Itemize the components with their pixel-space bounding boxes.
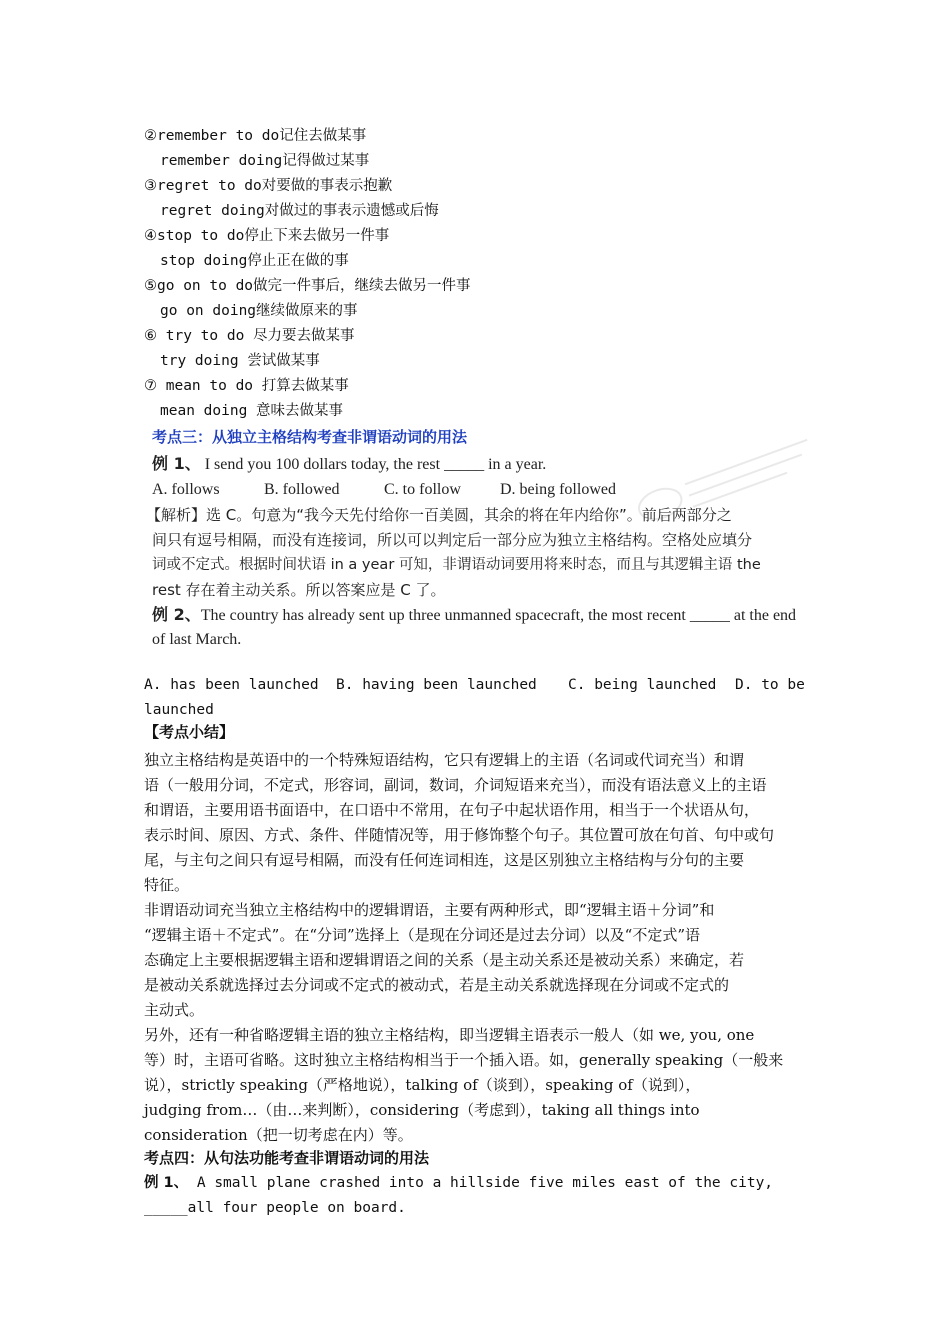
ex2-option-d-cont: launched — [144, 702, 214, 718]
text-line: 和谓语，主要用语书面语中，在口语中不常用，在句子中起状语作用，相当于一个状语从句， — [144, 801, 760, 819]
section4-example-1-cont: _____all four people on board. — [144, 1200, 406, 1216]
section-heading-4: 考点四：从句法功能考查非谓语动词的用法 — [144, 1149, 430, 1167]
text-line: 特征。 — [144, 876, 190, 894]
ex2-option-a: A. has been launched — [144, 677, 319, 693]
text-line: 尾，与主句之间只有逗号相隔，而没有任何连词相连，这是区别独立主格结构与分句的主要 — [144, 851, 745, 869]
option-b: B. followed — [264, 481, 340, 498]
list-item: remember doing记得做过某事 — [160, 153, 370, 169]
list-item: regret doing对做过的事表示遗憾或后悔 — [160, 203, 439, 219]
text-line: 独立主格结构是英语中的一个特殊短语结构，它只有逻辑上的主语（名词或代词充当）和谓 — [144, 751, 745, 769]
list-item: try doing 尝试做某事 — [160, 353, 320, 369]
option-d: D. being followed — [500, 481, 616, 498]
analysis-line: 间只有逗号相隔，而没有连接词，所以可以判定后一部分应为独立主格结构。空格处应填分 — [152, 531, 753, 549]
text-line: 态确定上主要根据逻辑主语和逻辑谓语之间的关系（是主动关系还是被动关系）来确定，若 — [144, 951, 745, 969]
list-item: ④stop to do停止下来去做另一件事 — [144, 228, 390, 244]
analysis-line: 词或不定式。根据时间状语 in a year 可知，非谓语动词要用将来时态，而且与其逻辑主语 the — [152, 557, 761, 573]
text-line: 表示时间、原因、方式、条件、伴随情况等，用于修饰整个句子。其位置可放在句首、句中或句 — [144, 826, 775, 844]
ex2-option-b: B. having been launched — [336, 677, 537, 693]
section-heading-3: 考点三：从独立主格结构考查非谓语动词的用法 — [152, 428, 468, 446]
list-item: ⑤go on to do做完一件事后，继续去做另一件事 — [144, 278, 471, 294]
list-item: ⑥ try to do 尽力要去做某事 — [144, 328, 355, 344]
text-line: 等）时，主语可省略。这时独立主格结构相当于一个插入语。如，generally speaking（一般来 — [144, 1051, 784, 1069]
option-c: C. to follow — [384, 481, 461, 498]
text-line: 语（一般用分词，不定式，形容词，副词，数词，介词短语来充当），而没有语法意义上的主语 — [144, 776, 767, 794]
summary-paragraph-1 — [144, 748, 806, 898]
text-line: 非谓语动词充当独立主格结构中的逻辑谓语，主要有两种形式，即“逻辑主语＋分词”和 — [144, 901, 715, 919]
analysis-line: rest 存在着主动关系。所以答案应是 C 了。 — [152, 581, 446, 599]
list-item: ⑦ mean to do 打算去做某事 — [144, 378, 349, 394]
analysis-line: 【解析】选 C。句意为“我今天先付给你一百美圆，其余的将在年内给你”。前后两部分之 — [146, 506, 732, 524]
option-a: A. follows — [152, 481, 220, 498]
list-item: ③regret to do对要做的事表示抱歉 — [144, 178, 393, 194]
list-item: go on doing继续做原来的事 — [160, 303, 358, 319]
example-2-cont: of last March. — [152, 631, 242, 648]
summary-heading: 【考点小结】 — [144, 723, 235, 741]
text-line: consideration（把一切考虑在内）等。 — [144, 1126, 413, 1144]
ex2-option-d: D. to be — [735, 677, 805, 693]
summary-paragraph-3 — [144, 1023, 806, 1148]
scanned-example-block — [146, 420, 826, 660]
text-line: 另外，还有一种省略逻辑主语的独立主格结构，即当逻辑主语表示一般人（如 we, you, one — [144, 1026, 755, 1044]
ex2-option-c: C. being launched — [568, 677, 717, 693]
text-line: 主动式。 — [144, 1001, 205, 1019]
section4-example-1: 例 1、 A small plane crashed into a hillside five miles east of the city, — [144, 1175, 774, 1191]
text-line: “逻辑主语＋不定式”。在“分词”选择上（是现在分词还是过去分词）以及“不定式”语 — [144, 926, 701, 944]
text-line: 是被动关系就选择过去分词或不定式的被动式，若是主动关系就选择现在分词或不定式的 — [144, 976, 730, 994]
summary-paragraph-2 — [144, 898, 806, 1023]
list-item: ②remember to do记住去做某事 — [144, 128, 367, 144]
text-line: 说），strictly speaking（严格地说），talking of（谈到），speaking of（说到）， — [144, 1076, 701, 1094]
example-1: 例 1、 I send you 100 dollars today, the rest _____ in a year. — [152, 454, 547, 473]
list-item: stop doing停止正在做的事 — [160, 253, 349, 269]
text-line: judging from…（由…来判断），considering（考虑到），taking all things into — [144, 1101, 700, 1119]
example-2: 例 2、The country has already sent up three unmanned spacecraft, the most recent _____ at the end — [152, 605, 797, 624]
list-item: mean doing 意味去做某事 — [160, 403, 344, 419]
